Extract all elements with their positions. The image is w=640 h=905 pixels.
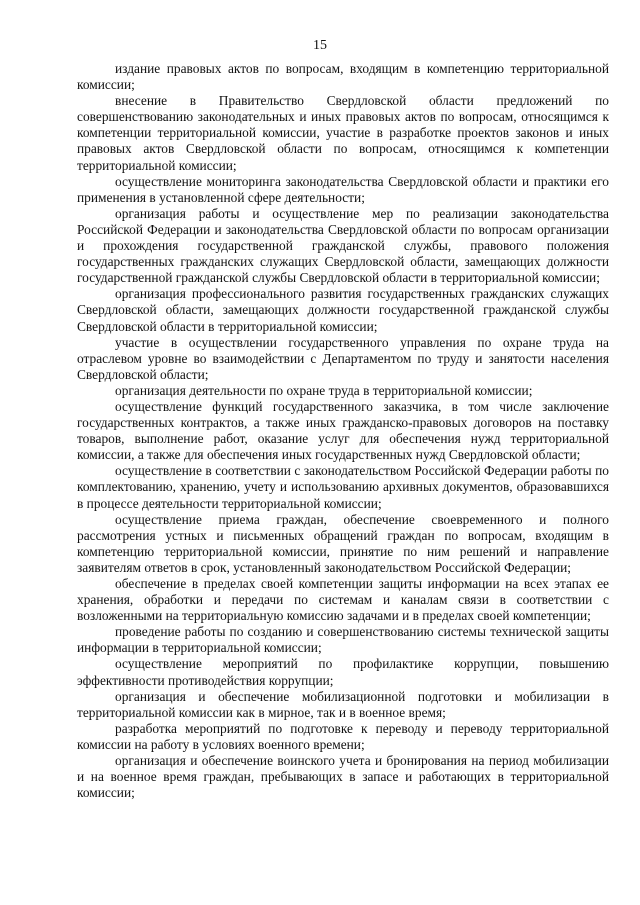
paragraph-10: осуществление приема граждан, обеспечение своевременного и полного рассмотрения устных и письменных обращений граждан по вопросам, входящим в компетенцию территориальной комиссии, принятие по ним решений и направление заявителям ответов в срок, установленный законодательством Российской Федерации; (77, 511, 609, 575)
paragraph-8: осуществление функций государственного заказчика, в том числе заключение государственных контрактов, а также иных гражданско-правовых договоров на поставку товаров, выполнение работ, оказание услуг для обеспечения нужд территориальной комиссии, а также для обеспечения иных государственных нужд Свердловской области; (77, 398, 609, 463)
paragraph-1: издание правовых актов по вопросам, входящим в компетенцию территориальной комиссии; (77, 61, 609, 93)
paragraph-5: организация профессионального развития государственных гражданских служащих Свердловской области, замещающих должности государственной гражданской службы Свердловской области в территориальной комиссии; (77, 286, 609, 334)
paragraph-9: осуществление в соответствии с законодательством Российской Федерации работы по комплектованию, хранению, учету и использованию архивных документов, образовавшихся в процессе деятельности территориальной комиссии; (77, 463, 609, 511)
paragraph-16: организация и обеспечение воинского учета и бронирования на период мобилизации и на военное время граждан, пребывающих в запасе и работающих в территориальной комиссии; (77, 753, 609, 801)
paragraph-11: обеспечение в пределах своей компетенции защиты информации на всех этапах ее хранения, обработки и передачи по системам и каналам связи в соответствии с возложенными на территориальную комиссию задачами и в пределах своей компетенции; (77, 576, 609, 624)
paragraph-7: организация деятельности по охране труда в территориальной комиссии; (115, 382, 533, 398)
paragraph-4: организация работы и осуществление мер по реализации законодательства Российской Федерации и законодательства Свердловской области по вопросам организации и прохождения государственной гражданской службы, правового положения государственных гражданских служащих Свердловской области, замещающих должности государственной гражданской службы Свердловской области в территориальной комиссии; (77, 205, 609, 286)
page-number: 15 (313, 38, 327, 53)
document-body (77, 61, 609, 801)
paragraph-14: организация и обеспечение мобилизационной подготовки и мобилизации в территориальной комиссии как в мирное, так и в военное время; (77, 688, 609, 720)
paragraph-3: осуществление мониторинга законодательства Свердловской области и практики его применения в установленной сфере деятельности; (77, 173, 609, 205)
paragraph-6: участие в осуществлении государственного управления по охране труда на отраслевом уровне во взаимодействии с Департаментом по труду и занятости населения Свердловской области; (77, 334, 609, 382)
paragraph-2: внесение в Правительство Свердловской области предложений по совершенствованию законодательных и иных правовых актов по вопросам, относящимся к компетенции территориальной комиссии, участие в разработке проектов законов и иных правовых актов Свердловской области по вопросам, относящимся к компетенции территориальной комиссии; (77, 93, 609, 173)
paragraph-13: осуществление мероприятий по профилактике коррупции, повышению эффективности противодействия коррупции; (77, 656, 609, 688)
paragraph-12: проведение работы по созданию и совершенствованию системы технической защиты информации в территориальной комиссии; (77, 624, 609, 656)
paragraph-15: разработка мероприятий по подготовке к переводу и переводу территориальной комиссии на работу в условиях военного времени; (77, 720, 609, 752)
